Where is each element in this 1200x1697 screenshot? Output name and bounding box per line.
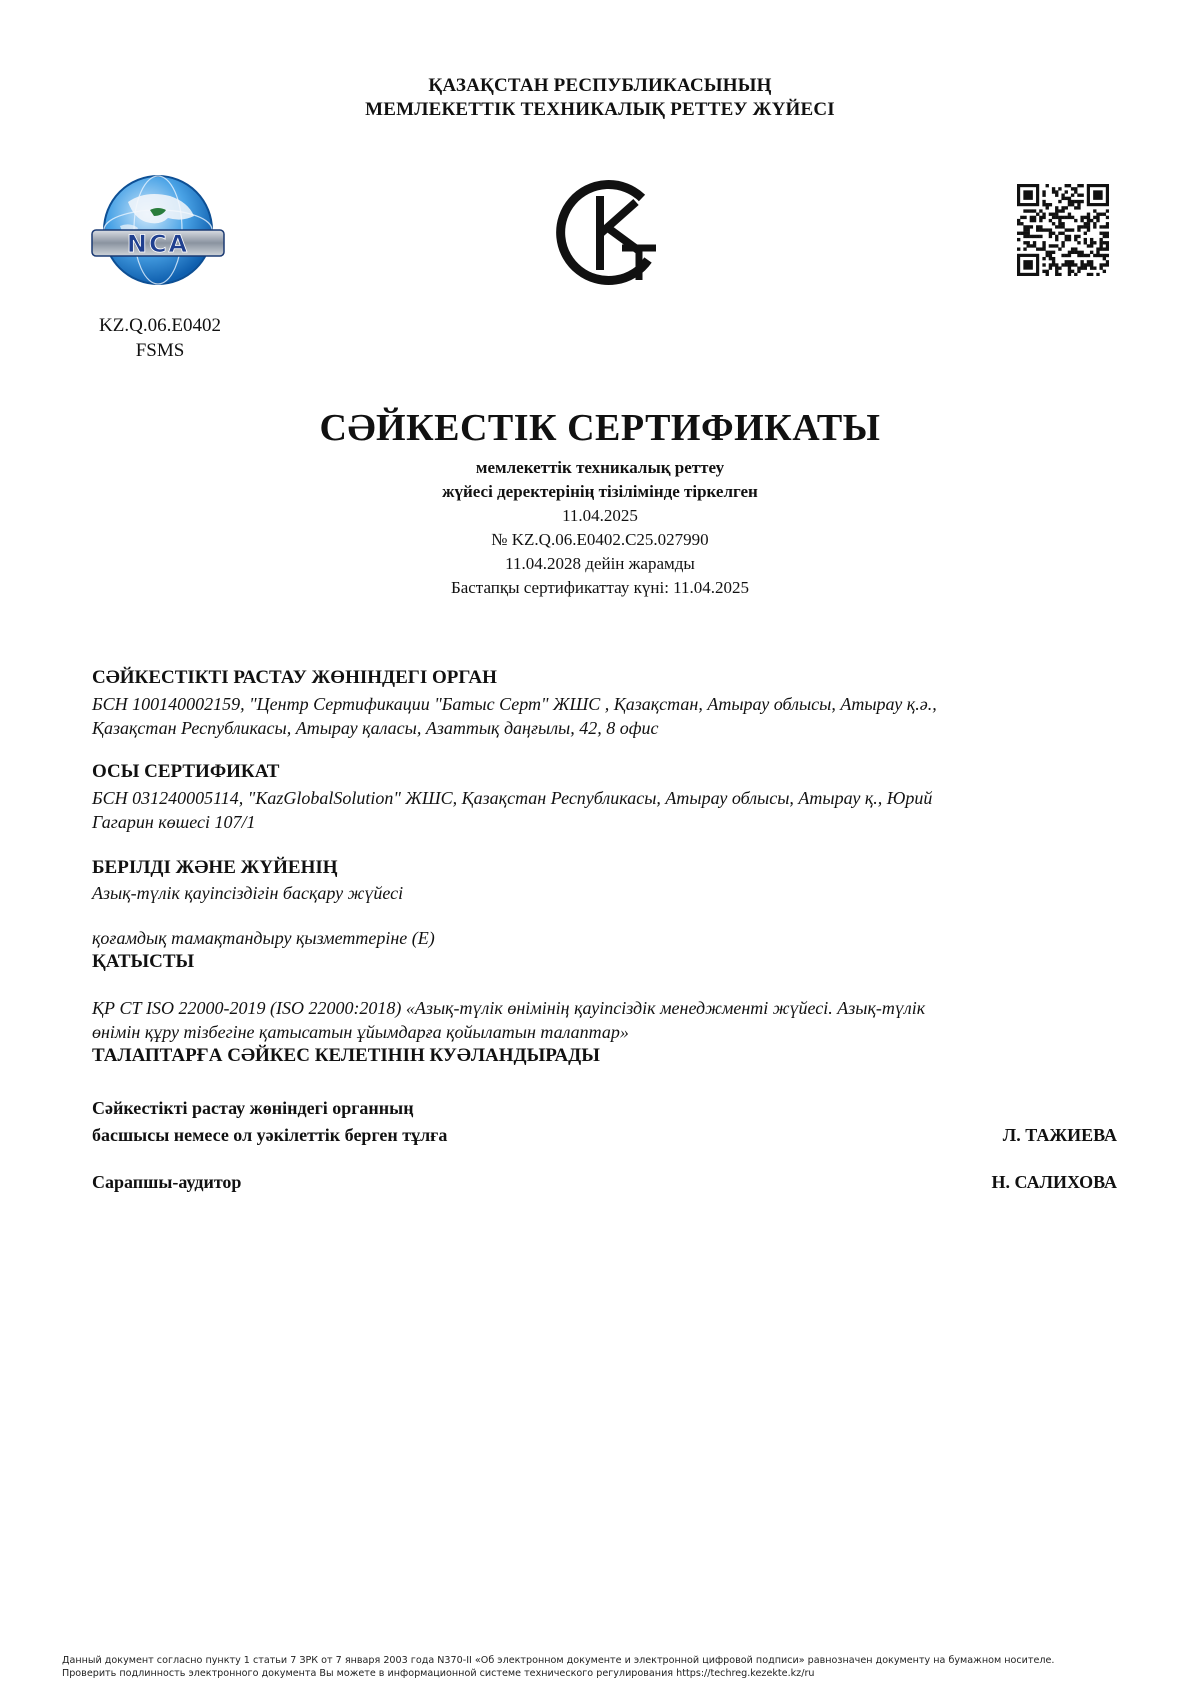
- accreditation-code: KZ.Q.06.E0402: [99, 315, 221, 336]
- system-heading: БЕРІЛДІ ЖӘНЕ ЖҮЙЕНІҢ: [92, 857, 338, 878]
- header-line-1: ҚАЗАҚСТАН РЕСПУБЛИКАСЫНЫҢ: [428, 75, 772, 96]
- standard-line-2: өнімін құру тізбегіне қатысатын ұйымдарға қойылатын талаптар»: [92, 1022, 629, 1042]
- nca-globe-logo: [90, 172, 226, 288]
- head-name: Л. ТАЖИЕВА: [1002, 1125, 1117, 1145]
- header-line-2: МЕМЛЕКЕТТІК ТЕХНИКАЛЫҚ РЕТТЕУ ЖҮЙЕСІ: [365, 99, 835, 120]
- auditor-label: Сарапшы-аудитор: [92, 1172, 242, 1192]
- holder-line-2: Гагарин көшесі 107/1: [92, 812, 256, 832]
- initial-certification-date: Бастапқы сертификаттау күні: 11.04.2025: [450, 578, 750, 597]
- qr-code-icon: [1017, 184, 1109, 276]
- certificate-heading: ОСЫ СЕРТИФИКАТ: [92, 761, 280, 782]
- certificate-title: СӘЙКЕСТІК СЕРТИФИКАТЫ: [319, 407, 881, 449]
- head-label-line-1: Сәйкестікті растау жөніндегі органның: [92, 1098, 414, 1118]
- compliance-heading: ТАЛАПТАРҒА СӘЙКЕС КЕЛЕТІНІН КУӘЛАНДЫРАДЫ: [92, 1045, 600, 1066]
- registration-line-1: мемлекеттік техникалық реттеу: [475, 458, 725, 477]
- nca-logo-text: NCA: [126, 230, 190, 258]
- organ-line-1: БСН 100140002159, "Центр Сертификации "Батыс Серт" ЖШС , Қазақстан, Атырау облысы, Атырау қ.ә.,: [92, 694, 937, 714]
- kz-conformity-mark-icon: [556, 176, 660, 288]
- system-text: Азық-түлік қауіпсіздігін басқару жүйесі: [92, 883, 404, 903]
- footer-line-2: Проверить подлинность электронного документа Вы можете в информационной системе технического регулирования https://techreg.kezekte.kz/ru: [62, 1668, 815, 1679]
- standard-line-1: ҚР СТ ISO 22000-2019 (ISO 22000:2018) «Азық-түлік өнімінің қауіпсіздік менеджменті жүйесі. Азық-түлік: [92, 998, 926, 1018]
- registration-date: 11.04.2025: [562, 506, 638, 525]
- holder-line-1: БСН 031240005114, "KazGlobalSolution" ЖШС, Қазақстан Республикасы, Атырау облысы, Атырау қ., Юрий: [92, 788, 933, 808]
- certificate-number: № KZ.Q.06.E0402.C25.027990: [491, 530, 709, 549]
- organ-line-2: Қазақстан Республикасы, Атырау қаласы, Азаттық даңғылы, 42, 8 офис: [92, 718, 659, 738]
- valid-until: 11.04.2028 дейін жарамды: [505, 554, 695, 573]
- organ-heading: СӘЙКЕСТІКТІ РАСТАУ ЖӨНІНДЕГІ ОРГАН: [92, 667, 497, 688]
- registration-line-2: жүйесі деректерінің тізілімінде тіркелген: [442, 482, 758, 501]
- footer-line-1: Данный документ согласно пункту 1 статьи 7 ЗРК от 7 января 2003 года N370-II «Об электронном документе и электронной цифровой подписи» равнозначен документу на бумажном носителе.: [62, 1655, 1055, 1666]
- scope-heading: ҚАТЫСТЫ: [92, 951, 195, 972]
- scope-text: қоғамдық тамақтандыру қызметтеріне (E): [92, 928, 435, 948]
- accreditation-scheme: FSMS: [135, 340, 185, 361]
- auditor-name: Н. САЛИХОВА: [991, 1172, 1117, 1192]
- head-label-line-2: басшысы немесе ол уәкілеттік берген тұлға: [92, 1125, 448, 1145]
